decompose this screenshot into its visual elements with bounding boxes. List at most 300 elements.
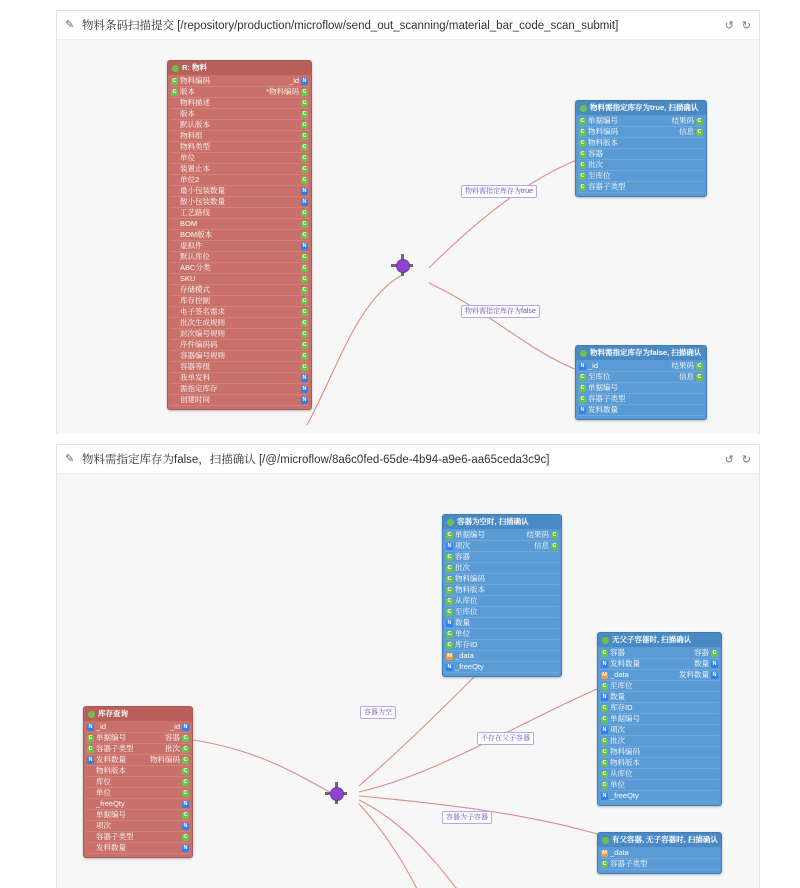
attribute-row[interactable]: [170, 340, 309, 351]
type-chip-n: N: [302, 198, 307, 205]
entity-inventory-query-rows: [84, 721, 192, 857]
type-chip-n: N: [302, 396, 307, 403]
attribute-row[interactable]: [600, 692, 719, 703]
type-chip-c: C: [552, 531, 557, 538]
attribute-label: 单据编号: [455, 530, 485, 539]
attribute-label: 容器: [455, 552, 470, 561]
attribute-row[interactable]: [578, 127, 704, 138]
entity-need-stock-false[interactable]: [575, 345, 707, 420]
type-chip-c: C: [183, 778, 188, 785]
attribute-row[interactable]: [578, 361, 704, 372]
type-chip-n: N: [302, 187, 307, 194]
type-chip-empty: [711, 861, 718, 868]
attribute-row[interactable]: [170, 362, 309, 373]
attribute-row[interactable]: [445, 596, 559, 607]
type-chip-c: C: [602, 748, 607, 755]
type-chip-empty: [171, 210, 178, 217]
type-chip-c: C: [580, 161, 585, 168]
attribute-row[interactable]: [445, 574, 559, 585]
entity-material[interactable]: [167, 60, 312, 410]
type-chip-c: C: [712, 649, 717, 656]
attribute-row[interactable]: [170, 252, 309, 263]
attribute-row[interactable]: [170, 120, 309, 131]
edge-label-false: 物料需指定库存为false: [461, 305, 540, 318]
attribute-row[interactable]: [578, 138, 704, 149]
type-chip-empty: [171, 199, 178, 206]
attribute-row[interactable]: [600, 859, 719, 870]
flow-junction[interactable]: [391, 254, 413, 276]
attribute-row[interactable]: [170, 384, 309, 395]
attribute-row[interactable]: [170, 307, 309, 318]
attribute-label: 版本: [180, 109, 195, 118]
type-chip-empty: [711, 850, 718, 857]
attribute-row[interactable]: [170, 131, 309, 142]
type-chip-c: C: [302, 363, 307, 370]
entity-need-stock-false-title: [576, 346, 706, 360]
type-chip-empty: [171, 287, 178, 294]
attribute-label: 单据编号: [610, 714, 640, 723]
attribute-row[interactable]: [170, 186, 309, 197]
attribute-label: 单据编号: [96, 733, 126, 742]
entity-has-parent-container[interactable]: [597, 832, 722, 874]
attribute-label: 默认版本: [180, 120, 210, 129]
type-chip-c: C: [602, 649, 607, 656]
flow-junction[interactable]: [325, 782, 347, 804]
junction-dot[interactable]: [396, 259, 410, 273]
type-chip-n: N: [602, 792, 607, 799]
attribute-label: 至库位: [588, 372, 611, 381]
type-chip-empty: [171, 254, 178, 261]
entity-need-stock-true[interactable]: [575, 100, 707, 197]
attribute-label: 发料数量: [588, 405, 618, 414]
attribute-row[interactable]: [170, 164, 309, 175]
attribute-row[interactable]: [600, 714, 719, 725]
attribute-label: 虚拟件: [180, 241, 203, 250]
attribute-row[interactable]: [578, 149, 704, 160]
type-chip-c: C: [172, 77, 177, 84]
attribute-row[interactable]: [86, 722, 190, 733]
attribute-row[interactable]: [170, 241, 309, 252]
attribute-label: 物料版本: [96, 766, 126, 775]
type-chip-empty: [171, 331, 178, 338]
attribute-label: 数量: [455, 618, 470, 627]
attribute-label: 封次编号规则: [180, 329, 225, 338]
attribute-row[interactable]: [170, 329, 309, 340]
type-chip-empty: [551, 631, 558, 638]
attribute-label: 存储模式: [180, 285, 210, 294]
attribute-row[interactable]: [86, 777, 190, 788]
attribute-row[interactable]: [86, 733, 190, 744]
attribute-mapped-label: 信息: [679, 372, 694, 381]
type-chip-empty: [696, 385, 703, 392]
type-chip-c: C: [183, 756, 188, 763]
type-chip-c: C: [302, 253, 307, 260]
attribute-label: 默认库位: [180, 252, 210, 261]
attribute-label: _freeQty: [96, 799, 125, 808]
attribute-label: 序件编码码: [180, 340, 218, 349]
type-chip-c: C: [183, 811, 188, 818]
attribute-row[interactable]: [170, 318, 309, 329]
type-chip-empty: [171, 133, 178, 140]
attribute-label: _id: [96, 722, 107, 731]
attribute-row[interactable]: [86, 788, 190, 799]
attribute-label: 至库位: [455, 607, 478, 616]
type-chip-empty: [696, 396, 703, 403]
attribute-row[interactable]: [170, 87, 309, 98]
attribute-row[interactable]: [578, 405, 704, 416]
attribute-row[interactable]: [600, 703, 719, 714]
entity-need-stock-true-title: [576, 101, 706, 115]
type-chip-c: C: [302, 176, 307, 183]
type-chip-empty: [171, 309, 178, 316]
attribute-label: 容器等级: [180, 362, 210, 371]
attribute-row[interactable]: [170, 197, 309, 208]
type-chip-c: C: [183, 745, 188, 752]
entity-icon: [447, 519, 454, 526]
type-chip-c: C: [302, 319, 307, 326]
type-chip-c: C: [302, 132, 307, 139]
type-chip-empty: [171, 364, 178, 371]
type-chip-empty: [171, 243, 178, 250]
attribute-label: 单位: [610, 780, 625, 789]
type-chip-empty: [171, 265, 178, 272]
type-chip-empty: [551, 598, 558, 605]
refresh-icon[interactable]: ↺: [724, 19, 734, 32]
type-chip-c: C: [302, 220, 307, 227]
attribute-mapped-label: 发料数量: [679, 670, 709, 679]
type-chip-c: C: [302, 341, 307, 348]
type-chip-c: C: [302, 165, 307, 172]
entity-container-empty[interactable]: [442, 514, 562, 677]
attribute-label: _data: [455, 651, 474, 660]
attribute-label: 批次: [588, 160, 603, 169]
attribute-mapped-label: 信息: [534, 541, 549, 550]
attribute-label: 物料版本: [455, 585, 485, 594]
attribute-row[interactable]: [86, 799, 190, 810]
attribute-label: 创建时间: [180, 395, 210, 404]
attribute-row[interactable]: [445, 530, 559, 541]
entity-inventory-query[interactable]: [83, 706, 193, 858]
type-chip-empty: [171, 111, 178, 118]
attribute-mapped-label: 结果码: [671, 116, 694, 125]
type-chip-c: C: [183, 767, 188, 774]
attribute-row[interactable]: [170, 208, 309, 219]
panel-2-canvas[interactable]: [57, 474, 759, 888]
type-chip-empty: [171, 386, 178, 393]
attribute-label: 容器: [588, 149, 603, 158]
attribute-label: 至库位: [610, 681, 633, 690]
attribute-row[interactable]: [445, 541, 559, 552]
attribute-row[interactable]: [600, 769, 719, 780]
type-chip-empty: [711, 771, 718, 778]
type-chip-n: N: [183, 800, 188, 807]
type-chip-empty: [711, 705, 718, 712]
type-chip-empty: [171, 122, 178, 129]
type-chip-c: C: [602, 781, 607, 788]
entity-title-text: R: 物料: [182, 63, 207, 72]
attribute-label: 库位: [96, 777, 111, 786]
type-chip-empty: [711, 683, 718, 690]
attribute-mapped-label: 批次: [165, 744, 180, 753]
attribute-label: 项次: [455, 541, 470, 550]
attribute-label: 库存ID: [610, 703, 633, 712]
attribute-row[interactable]: [600, 780, 719, 791]
type-chip-c: C: [447, 564, 452, 571]
attribute-label: 单据编号: [588, 116, 618, 125]
type-chip-empty: [171, 166, 178, 173]
panel-1-canvas[interactable]: [57, 40, 759, 435]
type-chip-c: C: [183, 789, 188, 796]
attribute-label: 单位: [96, 788, 111, 797]
type-chip-c: C: [183, 833, 188, 840]
type-chip-c: C: [602, 759, 607, 766]
type-chip-empty: [171, 177, 178, 184]
attribute-label: _freeQty: [610, 791, 639, 800]
type-chip-c: C: [697, 117, 702, 124]
attribute-row[interactable]: [445, 607, 559, 618]
attribute-row[interactable]: [170, 153, 309, 164]
entity-need-stock-false-rows: [576, 360, 706, 419]
type-chip-c: C: [580, 384, 585, 391]
edge-label-true: 物料需指定库存为true: [461, 185, 537, 198]
panel-2-title: 物料需指定库存为false，扫描确认 [/@/microflow/8a6c0fed-65de-4b94-a9e6-aa65ceda3c9c]: [82, 454, 550, 466]
attribute-label: 物料描述: [180, 98, 210, 107]
type-chip-m: M: [602, 671, 607, 678]
type-chip-c: C: [602, 715, 607, 722]
attribute-label: _id: [588, 361, 599, 370]
type-chip-m: M: [602, 849, 607, 856]
attribute-mapped-label: 物料编码: [150, 755, 180, 764]
attribute-label: 最小包装数量: [180, 186, 225, 195]
attribute-label: 工艺路线: [180, 208, 210, 217]
attribute-label: 项次: [96, 821, 111, 830]
panel-1-header: [57, 11, 759, 40]
attribute-label: 装置止本: [180, 164, 210, 173]
entity-icon: [172, 65, 179, 72]
entity-no-parent-container[interactable]: [597, 632, 722, 806]
attribute-label: 版本: [180, 87, 195, 96]
undo-icon[interactable]: ↻: [741, 19, 751, 32]
type-chip-empty: [87, 834, 94, 841]
type-chip-c: C: [172, 88, 177, 95]
attribute-row[interactable]: [86, 744, 190, 755]
attribute-label: 物料编码: [180, 76, 210, 85]
attribute-label: 库存控制: [180, 296, 210, 305]
junction-dot[interactable]: [330, 787, 344, 801]
refresh-icon[interactable]: ↺: [724, 453, 734, 466]
attribute-row[interactable]: [170, 296, 309, 307]
attribute-row[interactable]: [445, 585, 559, 596]
attribute-row[interactable]: [445, 640, 559, 651]
attribute-row[interactable]: [86, 843, 190, 854]
edit-icon[interactable]: ✎: [65, 453, 75, 465]
attribute-row[interactable]: [578, 160, 704, 171]
attribute-row[interactable]: [600, 648, 719, 659]
attribute-label: _data: [610, 848, 629, 857]
attribute-label: 单位2: [180, 175, 200, 184]
type-chip-m: M: [447, 652, 452, 659]
attribute-row[interactable]: [86, 755, 190, 766]
attribute-label: 批次: [610, 736, 625, 745]
undo-icon[interactable]: ↻: [741, 453, 751, 466]
attribute-mapped-label: 结果码: [526, 530, 549, 539]
attribute-row[interactable]: [170, 142, 309, 153]
entity-inventory-query-title: [84, 707, 192, 721]
attribute-row[interactable]: [170, 373, 309, 384]
attribute-mapped-label: *物料编码: [266, 87, 300, 96]
attribute-label: 至库位: [588, 171, 611, 180]
attribute-row[interactable]: [445, 618, 559, 629]
attribute-row[interactable]: [600, 747, 719, 758]
type-chip-n: N: [602, 660, 607, 667]
attribute-row[interactable]: [445, 651, 559, 662]
type-chip-c: C: [580, 150, 585, 157]
attribute-row[interactable]: [86, 832, 190, 843]
attribute-row[interactable]: [445, 563, 559, 574]
attribute-label: SKU: [180, 274, 196, 283]
attribute-label: 发料数量: [96, 843, 126, 852]
type-chip-n: N: [712, 671, 717, 678]
attribute-label: 物料组: [180, 131, 203, 140]
type-chip-empty: [171, 353, 178, 360]
attribute-label: 批次: [455, 563, 470, 572]
type-chip-n: N: [447, 663, 452, 670]
attribute-row[interactable]: [578, 383, 704, 394]
attribute-row[interactable]: [578, 116, 704, 127]
attribute-row[interactable]: [170, 76, 309, 87]
attribute-mapped-label: 信息: [679, 127, 694, 136]
type-chip-c: C: [302, 275, 307, 282]
attribute-row[interactable]: [600, 725, 719, 736]
type-chip-empty: [696, 162, 703, 169]
type-chip-c: C: [447, 641, 452, 648]
attribute-row[interactable]: [170, 395, 309, 406]
entity-title-text: 容器为空时, 扫描确认: [457, 517, 529, 526]
edge-label-container-empty: 容器为空: [360, 706, 396, 719]
attribute-row[interactable]: [86, 766, 190, 777]
type-chip-c: C: [697, 362, 702, 369]
attribute-label: 单位: [180, 153, 195, 162]
attribute-label: 容器子类型: [610, 859, 648, 868]
attribute-row[interactable]: [170, 285, 309, 296]
edit-icon[interactable]: ✎: [65, 19, 75, 31]
attribute-label: 单据编号: [96, 810, 126, 819]
entity-icon: [602, 837, 609, 844]
type-chip-empty: [551, 576, 558, 583]
attribute-row[interactable]: [445, 662, 559, 673]
type-chip-empty: [551, 653, 558, 660]
type-chip-c: C: [302, 99, 307, 106]
attribute-label: 发料数量: [96, 755, 126, 764]
attribute-row[interactable]: [445, 552, 559, 563]
attribute-row[interactable]: [578, 182, 704, 193]
attribute-row[interactable]: [170, 98, 309, 109]
entity-material-title: [168, 61, 311, 75]
type-chip-c: C: [580, 117, 585, 124]
attribute-label: 从库位: [610, 769, 633, 778]
type-chip-n: N: [447, 542, 452, 549]
type-chip-c: C: [88, 745, 93, 752]
type-chip-c: C: [447, 608, 452, 615]
type-chip-empty: [87, 823, 94, 830]
attribute-row[interactable]: [600, 848, 719, 859]
entity-title-text: 物料需指定库存为false, 扫描确认: [590, 348, 702, 357]
type-chip-empty: [171, 144, 178, 151]
edge-label-child-container: 容器为子容器: [442, 811, 492, 824]
type-chip-empty: [711, 694, 718, 701]
attribute-row[interactable]: [578, 171, 704, 182]
attribute-label: 项次: [610, 725, 625, 734]
attribute-label: 容器子类型: [588, 394, 626, 403]
attribute-label: _data: [610, 670, 629, 679]
type-chip-c: C: [602, 737, 607, 744]
type-chip-empty: [171, 320, 178, 327]
type-chip-empty: [551, 620, 558, 627]
attribute-row[interactable]: [600, 681, 719, 692]
type-chip-empty: [551, 609, 558, 616]
attribute-label: 容器子类型: [588, 182, 626, 191]
attribute-row[interactable]: [578, 372, 704, 383]
attribute-row[interactable]: [600, 758, 719, 769]
attribute-row[interactable]: [445, 629, 559, 640]
type-chip-c: C: [88, 734, 93, 741]
microflow-panel-1: [56, 10, 760, 434]
attribute-row[interactable]: [170, 109, 309, 120]
attribute-label: 物料编码: [455, 574, 485, 583]
type-chip-empty: [171, 155, 178, 162]
type-chip-c: C: [697, 373, 702, 380]
attribute-mapped-label: _id: [169, 722, 180, 731]
entity-icon: [580, 350, 587, 357]
attribute-row[interactable]: [170, 219, 309, 230]
type-chip-c: C: [602, 860, 607, 867]
attribute-row[interactable]: [170, 175, 309, 186]
attribute-label: ABC分类: [180, 263, 211, 272]
attribute-row[interactable]: [600, 791, 719, 802]
attribute-row[interactable]: [170, 274, 309, 285]
attribute-label: 容器编号规则: [180, 351, 225, 360]
type-chip-empty: [87, 845, 94, 852]
entity-icon: [602, 637, 609, 644]
entity-icon: [580, 105, 587, 112]
attribute-row[interactable]: [578, 394, 704, 405]
attribute-row[interactable]: [600, 659, 719, 670]
panel-1-actions: [725, 19, 751, 32]
attribute-row[interactable]: [86, 821, 190, 832]
attribute-row[interactable]: [86, 810, 190, 821]
type-chip-empty: [171, 276, 178, 283]
attribute-row[interactable]: [600, 670, 719, 681]
type-chip-c: C: [580, 128, 585, 135]
attribute-row[interactable]: [170, 351, 309, 362]
panel-2-header: [57, 445, 759, 474]
type-chip-n: N: [712, 660, 717, 667]
attribute-label: 散小包装数量: [180, 197, 225, 206]
type-chip-n: N: [183, 723, 188, 730]
type-chip-c: C: [302, 88, 307, 95]
type-chip-n: N: [447, 619, 452, 626]
type-chip-n: N: [580, 406, 585, 413]
attribute-row[interactable]: [600, 736, 719, 747]
type-chip-c: C: [580, 395, 585, 402]
type-chip-c: C: [447, 575, 452, 582]
attribute-row[interactable]: [170, 263, 309, 274]
attribute-row[interactable]: [170, 230, 309, 241]
entity-has-parent-container-title: [598, 833, 721, 847]
type-chip-c: C: [602, 704, 607, 711]
attribute-label: 电子签名需求: [180, 307, 225, 316]
entity-container-empty-rows: [443, 529, 561, 676]
